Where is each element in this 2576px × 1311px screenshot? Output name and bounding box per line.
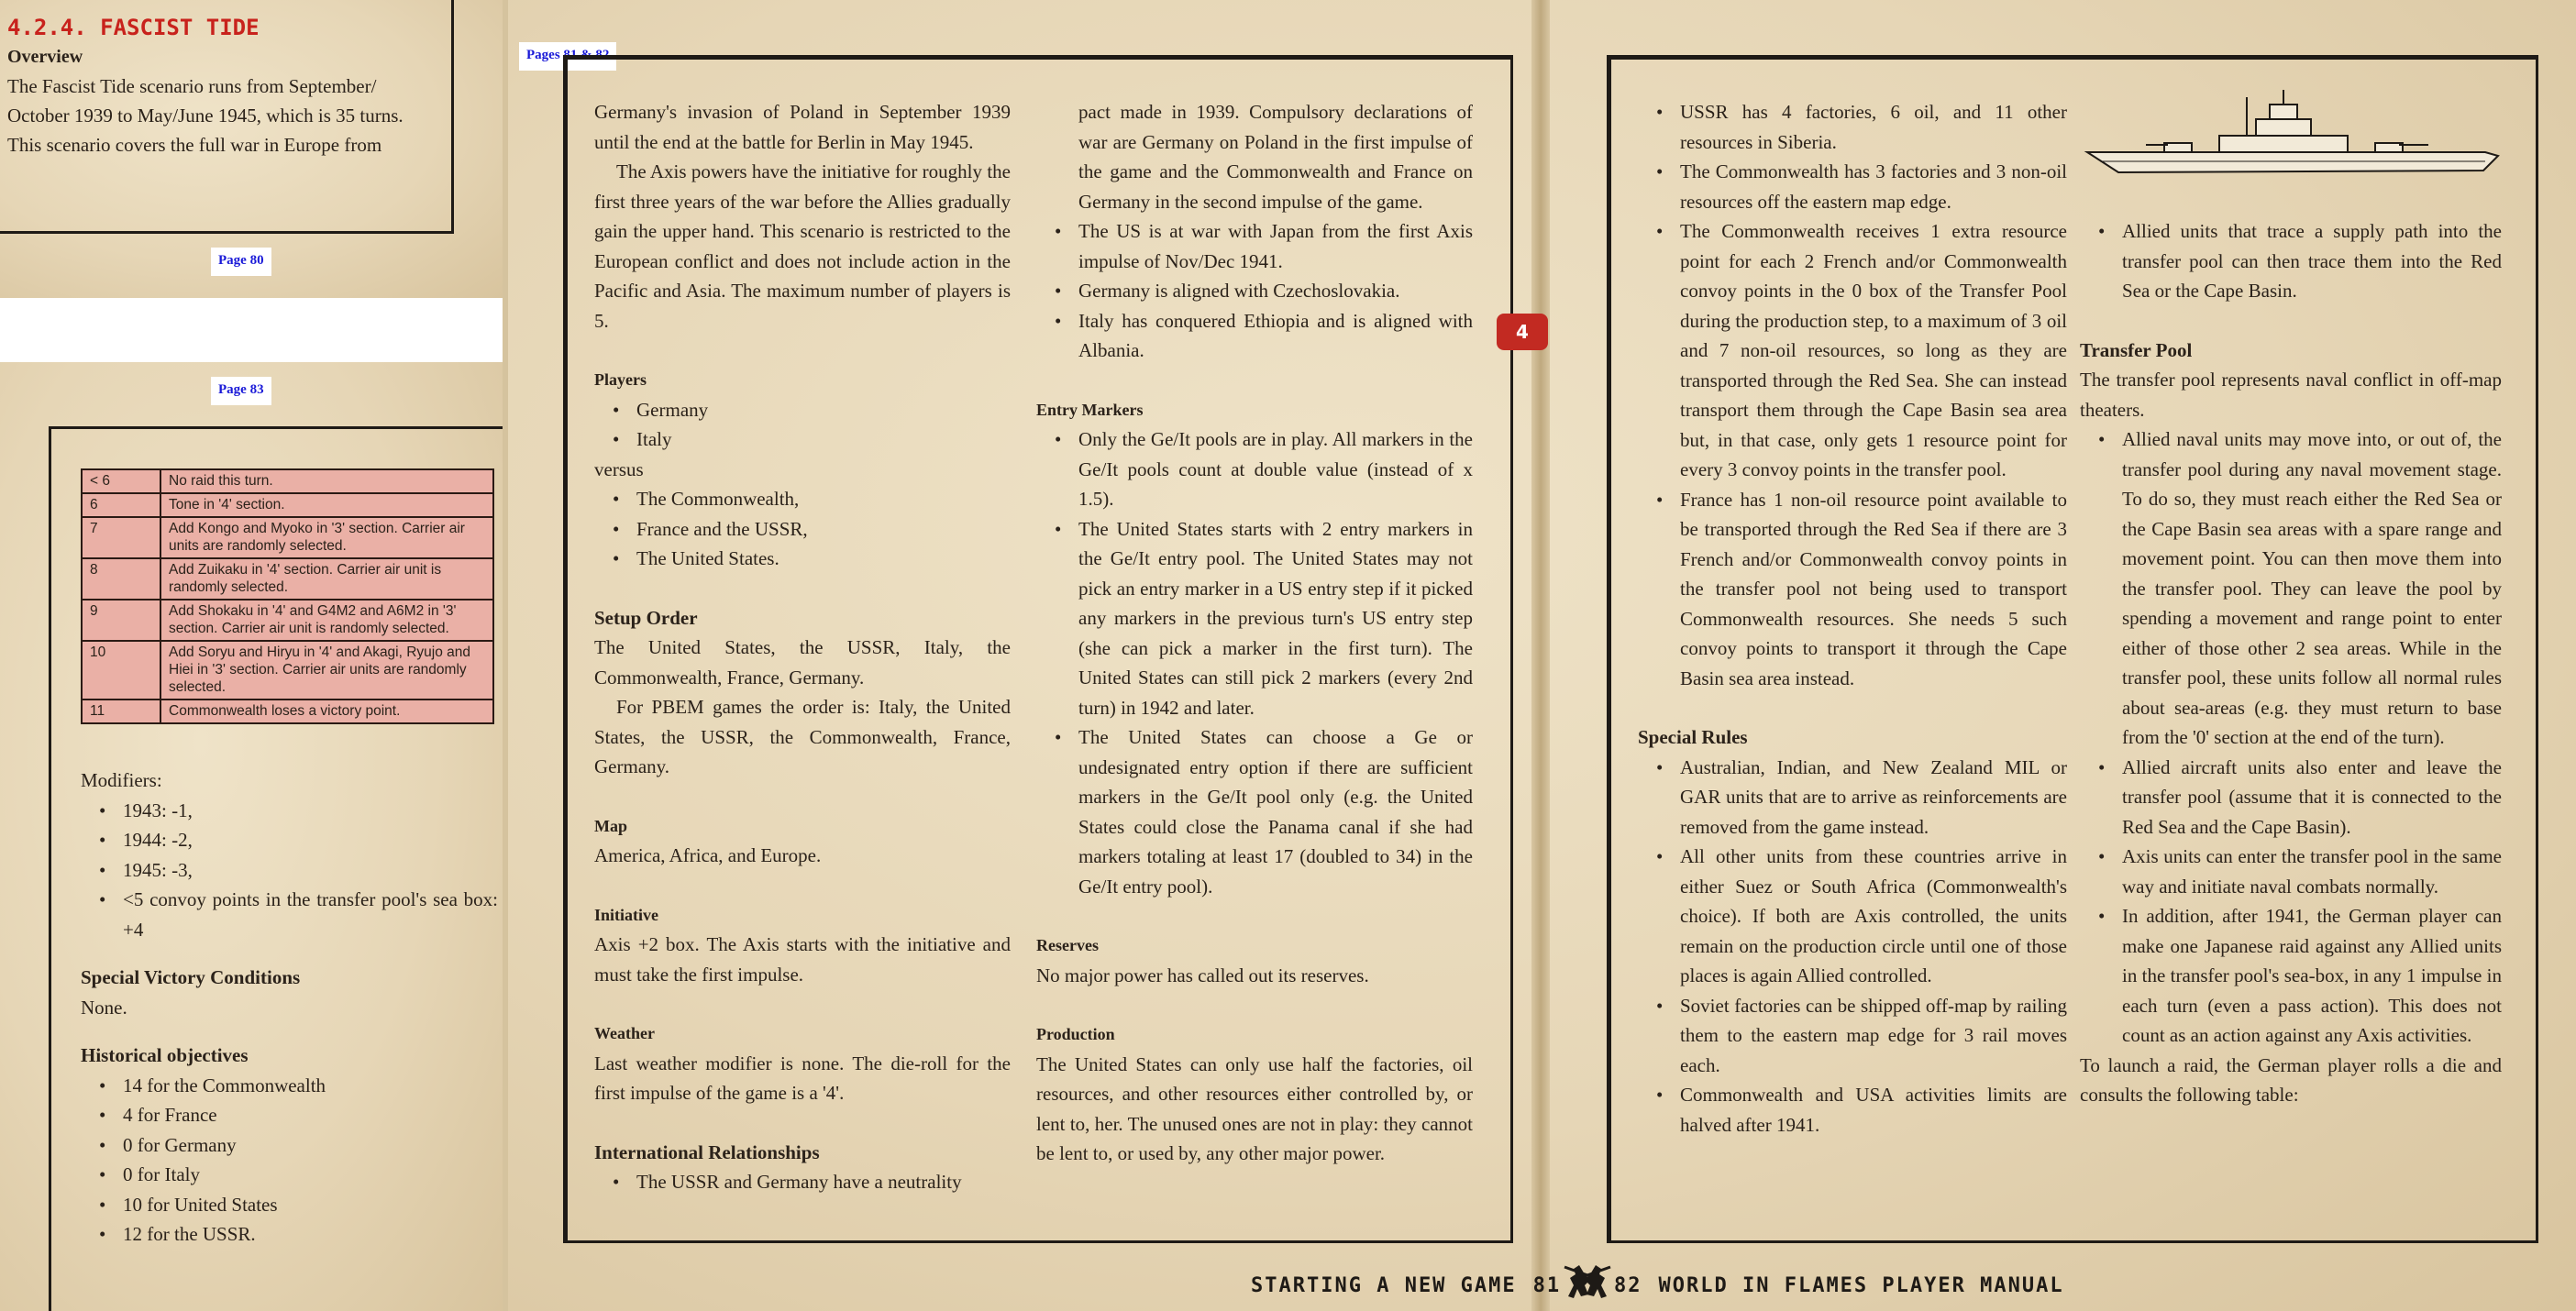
list-item: • 4 for France (123, 1100, 498, 1130)
list-item: • France and the USSR, (636, 514, 1011, 545)
page-80-label[interactable]: Page 80 (211, 248, 271, 276)
battleship-icon (2082, 88, 2504, 198)
table-row: 9 Add Shokaku in '4' and G4M2 and A6M2 in '3' section. Carrier air unit is randomly selected. (82, 600, 493, 641)
page-80-thumbnail[interactable] (0, 0, 503, 298)
list-item: • 0 for Italy (123, 1160, 498, 1190)
page-82-column-2 (2080, 216, 2502, 1110)
weather-heading: Weather (594, 1024, 655, 1042)
list-item: • Soviet factories can be shipped off-map by railing them to the eastern map edge for 3 rail moves each. (1680, 991, 2067, 1081)
list-item: • Allied naval units may move into, or out of, the transfer pool during any naval movement stage. To do so, they must reach either the Red Sea or the Cape Basin sea areas with a spare range and movement point. You can then move them into the transfer pool. They can leave the pool by spending a movement and range point to enter either of those other 2 sea areas. While in the transfer pool, these units follow all normal rules about sea-areas (e.g. they must return to base from the '0' section at the end of the turn). (2122, 424, 2502, 753)
list-item: • 1944: -2, (123, 825, 498, 855)
table-row: < 6 No raid this turn. (82, 469, 493, 493)
special-victory-heading: Special Victory Conditions (81, 966, 301, 988)
historical-heading: Historical objectives (81, 1044, 249, 1066)
page-number: 81 (1532, 1273, 1562, 1297)
page-81-footer (1251, 1261, 1614, 1309)
list-item: • All other units from these countries arrive in either Suez or South Africa (Commonwealth's choice). If both are Axis controlled, the units remain on the production circle until one of those places is again Allied controlled. (1680, 842, 2067, 991)
table-row: 6 Tone in '4' section. (82, 493, 493, 517)
list-item: • USSR has 4 factories, 6 oil, and 11 other resources in Siberia. (1680, 97, 2067, 157)
historical-list (81, 1071, 498, 1250)
paragraph: No major power has called out its reserves. (1036, 964, 1369, 986)
paragraph: Germany's invasion of Poland in September 1939 until the end at the battle for Berlin in May 1945. (594, 101, 1011, 153)
list-item: • 1945: -3, (123, 855, 498, 886)
transfer-pool-heading: Transfer Pool (2080, 338, 2193, 361)
book-spine (1531, 0, 1550, 1311)
page-81-column-2 (1036, 97, 1473, 1169)
versus-text: versus (594, 457, 644, 480)
section-title: 4.2.4. FASCIST TIDE (7, 15, 260, 40)
paragraph: Last weather modifier is none. The die-roll for the first impulse of the game is a '4'. (594, 1052, 1011, 1104)
paragraph: The United States can only use half the factories, oil resources, and other resources either controlled by, or lent to, her. The unused ones are not in play: they cannot be lent to, or used by, any other major power. (1036, 1052, 1473, 1164)
list-item: • The United States can choose a Ge or undesignated entry option if there are sufficient markers in the Ge/It pool only (e.g. the United States could close the Panama canal if she had markers totaling at least 17 (doubled to 34) in the Ge/It entry pool). (1078, 722, 1473, 901)
page-81-column-1 (594, 97, 1011, 1197)
list-item: • 0 for Germany (123, 1130, 498, 1161)
production-heading: Production (1036, 1025, 1115, 1043)
list-item: • Australian, Indian, and New Zealand MIL or GAR units that are to arrive as reinforcements are removed from the game instead. (1680, 753, 2067, 843)
paragraph: Axis +2 box. The Axis starts with the initiative and must take the first impulse. (594, 933, 1011, 986)
overview-heading: Overview (7, 47, 83, 67)
overview-line-1: The Fascist Tide scenario runs from September/ (7, 75, 377, 97)
footer-title: WORLD IN FLAMES PLAYER MANUAL (1658, 1273, 2064, 1297)
list-item: • Allied aircraft units also enter and leave the transfer pool (assume that it is connected to the Red Sea and the Cape Basin). (2122, 753, 2502, 843)
list-item: • 1943: -1, (123, 796, 498, 826)
raid-table (81, 468, 494, 724)
list-item: • Germany is aligned with Czechoslovakia. (1078, 276, 1473, 306)
intl-relationships-heading: International Relationships (594, 1140, 820, 1163)
list-item: • 14 for the Commonwealth (123, 1071, 498, 1101)
list-item: • Axis units can enter the transfer pool in the same way and initiate naval combats normally. (2122, 842, 2502, 901)
list-item: • Commonwealth and USA activities limits are halved after 1941. (1680, 1080, 2067, 1140)
paragraph: The transfer pool represents naval conflict in off-map theaters. (2080, 369, 2502, 421)
page-number: 82 (1614, 1273, 1642, 1297)
list-item: • Germany (636, 395, 1011, 425)
thumbnail-gap (0, 298, 503, 362)
pages-81-82-label[interactable]: Pages 81 & 82 (519, 42, 616, 71)
setup-order-heading: Setup Order (594, 606, 698, 629)
page-83-thumbnail[interactable] (0, 362, 503, 1311)
modifiers-label: Modifiers: (81, 769, 162, 791)
players-heading: Players (594, 370, 647, 389)
list-item: • 12 for the USSR. (123, 1219, 498, 1250)
paragraph: To launch a raid, the German player rolls a die and consults the following table: (2080, 1053, 2502, 1106)
paragraph: For PBEM games the order is: Italy, the United States, the USSR, the Commonwealth, France, Germany. (594, 696, 1011, 777)
paragraph: The United States, the USSR, Italy, the Commonwealth, France, Germany. (594, 636, 1011, 689)
main-page-spread (508, 0, 2576, 1311)
reserves-heading: Reserves (1036, 936, 1099, 954)
list-item: • <5 convoy points in the transfer pool's sea box: +4 (123, 885, 498, 944)
page-83-label[interactable]: Page 83 (211, 377, 271, 405)
initiative-heading: Initiative (594, 905, 658, 924)
soldier-icon (1561, 1261, 1598, 1309)
list-item: • 10 for United States (123, 1190, 498, 1220)
table-row: 8 Add Zuikaku in '4' section. Carrier air unit is randomly selected. (82, 558, 493, 600)
list-item: • The USSR and Germany have a neutrality (636, 1167, 1011, 1197)
list-item: • The Commonwealth, (636, 484, 1011, 514)
list-item: • The Commonwealth receives 1 extra resource point for each 2 French and/or Commonwealth convoy points in the 0 box of the Transfer Pool during the production step, to a maximum of 3 oil and 7 non-oil resources, so long as they are transported through the Red Sea. She can instead transport them through the Cape Basin sea area but, in that case, only gets 1 resource point for every 3 convoy points in the transfer pool. (1680, 216, 2067, 485)
modifiers-list (81, 796, 498, 945)
overview-line-3: This scenario covers the full war in Europe from (7, 134, 382, 156)
list-item: • Allied units that trace a supply path into the transfer pool can then trace them into the Red Sea or the Cape Basin. (2122, 216, 2502, 306)
list-item: • Only the Ge/It pools are in play. All markers in the Ge/It pools count at double value (instead of x 1.5). (1078, 424, 1473, 514)
list-item: • In addition, after 1941, the German player can make one Japanese raid against any Allied units in the transfer pool's sea-box, in any 1 impulse in each turn (even a pass action). This does not count as an action against any Axis activities. (2122, 901, 2502, 1051)
list-item: • The US is at war with Japan from the first Axis impulse of Nov/Dec 1941. (1078, 216, 1473, 276)
list-item: • The United States. (636, 544, 1011, 574)
paragraph: pact made in 1939. Compulsory declarations of war are Germany on Poland in the first impulse of the game and the Commonwealth and France on Germany in the second impulse of the game. (1078, 101, 1473, 213)
page-82-footer (1561, 1261, 2064, 1309)
table-row: 7 Add Kongo and Myoko in '3' section. Carrier air units are randomly selected. (82, 517, 493, 558)
list-item: • France has 1 non-oil resource point available to be transported through the Red Sea if there are 3 French and/or Commonwealth convoy points in the transfer pool not being used to transport Commonwealth resources. She needs 5 such convoy points to transport it through the Cape Basin sea area instead. (1680, 485, 2067, 694)
chapter-tab[interactable]: 4 (1497, 314, 1548, 350)
special-victory-text: None. (81, 996, 127, 1019)
table-row: 11 Commonwealth loses a victory point. (82, 700, 493, 723)
list-item: • The Commonwealth has 3 factories and 3 non-oil resources off the eastern map edge. (1680, 157, 2067, 216)
list-item: • Italy (636, 424, 1011, 455)
page-82-column-1 (1638, 97, 2067, 1140)
paragraph: America, Africa, and Europe. (594, 844, 822, 866)
overview-line-2: October 1939 to May/June 1945, which is 35 turns. (7, 105, 404, 127)
list-item: • The United States starts with 2 entry markers in the Ge/It entry pool. The United States may not pick an entry marker in a US entry step if it picked any markers in the previous turn's US entry step (she can pick a marker in the first turn). The United States can still pick 2 markers (every 2nd turn) in 1942 and later. (1078, 514, 1473, 723)
footer-title: STARTING A NEW GAME (1251, 1273, 1517, 1297)
entry-markers-heading: Entry Markers (1036, 400, 1144, 419)
list-item: • Italy has conquered Ethiopia and is aligned with Albania. (1078, 306, 1473, 366)
map-heading: Map (594, 816, 627, 835)
paragraph: The Axis powers have the initiative for roughly the first three years of the war before the Allies gradually gain the upper hand. This scenario is restricted to the European conflict and does not include action in the Pacific and Asia. The maximum number of players is 5. (594, 160, 1011, 332)
table-row: 10 Add Soryu and Hiryu in '4' and Akagi, Ryujo and Hiei in '3' section. Carrier air units are randomly selected. (82, 641, 493, 700)
special-rules-heading: Special Rules (1638, 726, 1748, 748)
